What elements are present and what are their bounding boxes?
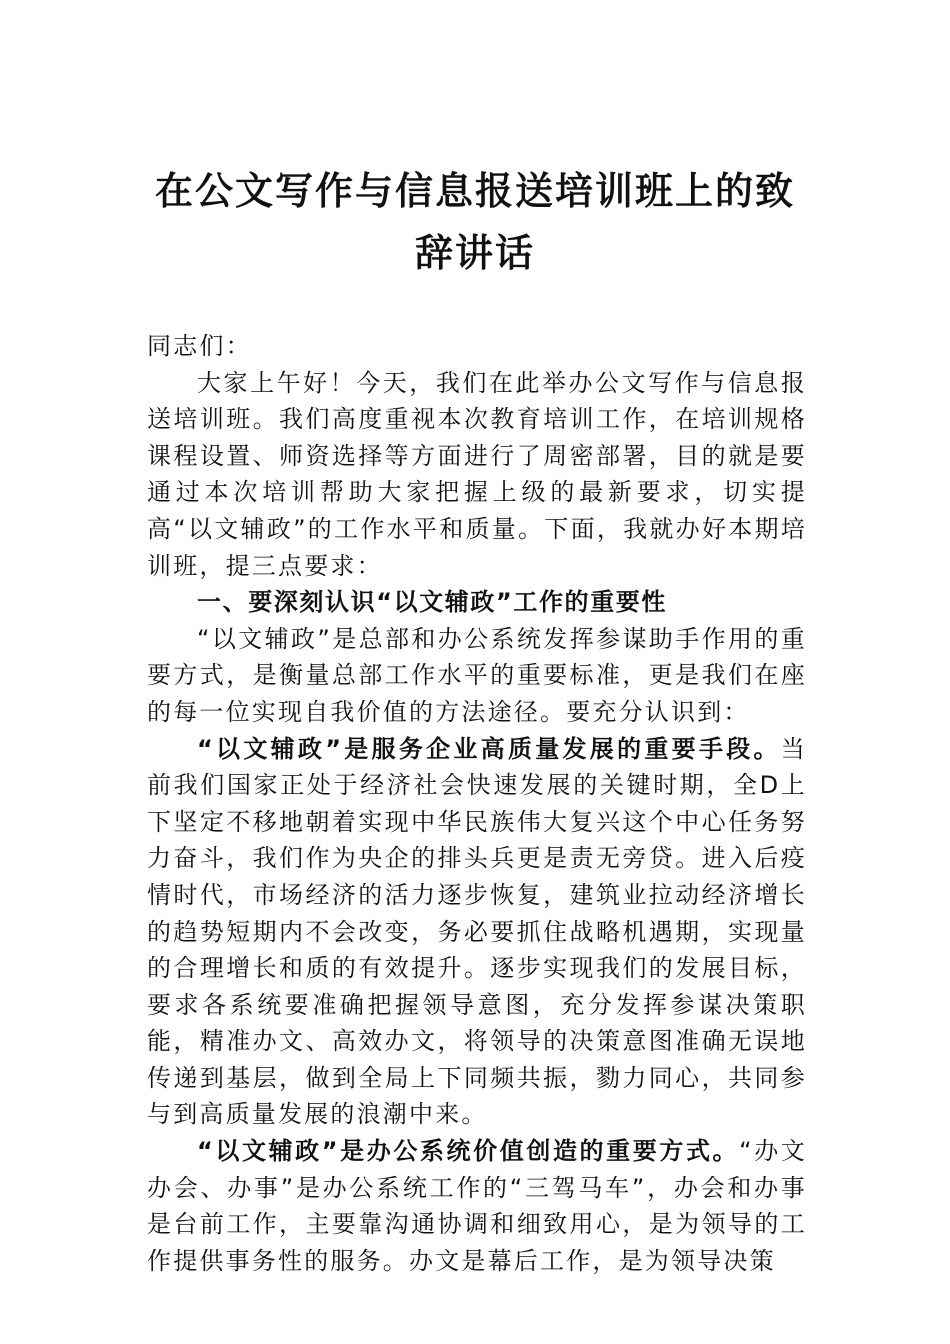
section-1-paragraph: “以文辅政”是总部和办公系统发挥参谋助手作用的重要方式，是衡量总部工作水平的重要标准，更是我们在座的每一位实现自我价值的方法途径。要充分认识到： xyxy=(147,624,807,726)
document-title: 在公文写作与信息报送培训班上的致辞讲话 xyxy=(154,168,795,275)
point-2-lead: “以文辅政”是办公系统价值创造的重要方式。 xyxy=(197,1137,740,1166)
section-heading-1: 一、要深刻认识“以文辅政”工作的重要性 xyxy=(197,588,667,617)
point-2-text: “办文办会、办事”是办公系统工作的“三驾马车”，办会和办事是台前工作，主要靠沟通协调和细致用心，是为领导的工作提供事务性的服务。办文是幕后工作，是为领导决策 xyxy=(147,1137,807,1275)
document-body xyxy=(147,328,807,1279)
point-2-paragraph xyxy=(147,1133,807,1279)
point-1-paragraph xyxy=(147,731,807,1134)
point-1-text: 当前我们国家正处于经济社会快速发展的关键时期，全D上下坚定不移地朝着实现中华民族伟大复兴这个中心任务努力奋斗，我们作为央企的排头兵更是责无旁贷。进入后疫情时代，市场经济的活力逐步恢复，建筑业拉动经济增长的趋势短期内不会改变，务必要抓住战略机遇期，实现量的合理增长和质的有效提升。逐步实现我们的发展目标，要求各系统要准确把握领导意图，充分发挥参谋决策职能，精准办文、高效办文，将领导的决策意图准确无误地传递到基层，做到全局上下同频共振，勠力同心，共同参与到高质量发展的浪潮中来。 xyxy=(147,734,807,1129)
point-1-lead: “以文辅政”是服务企业高质量发展的重要手段。 xyxy=(197,734,781,763)
intro-paragraph: 大家上午好！今天，我们在此举办公文写作与信息报送培训班。我们高度重视本次教育培训工作，在培训规格课程设置、师资选择等方面进行了周密部署，目的就是要通过本次培训帮助大家把握上级的最新要求，切实提高“以文辅政”的工作水平和质量。下面，我就办好本期培训班，提三点要求： xyxy=(147,368,807,580)
salutation: 同志们： xyxy=(147,332,252,360)
